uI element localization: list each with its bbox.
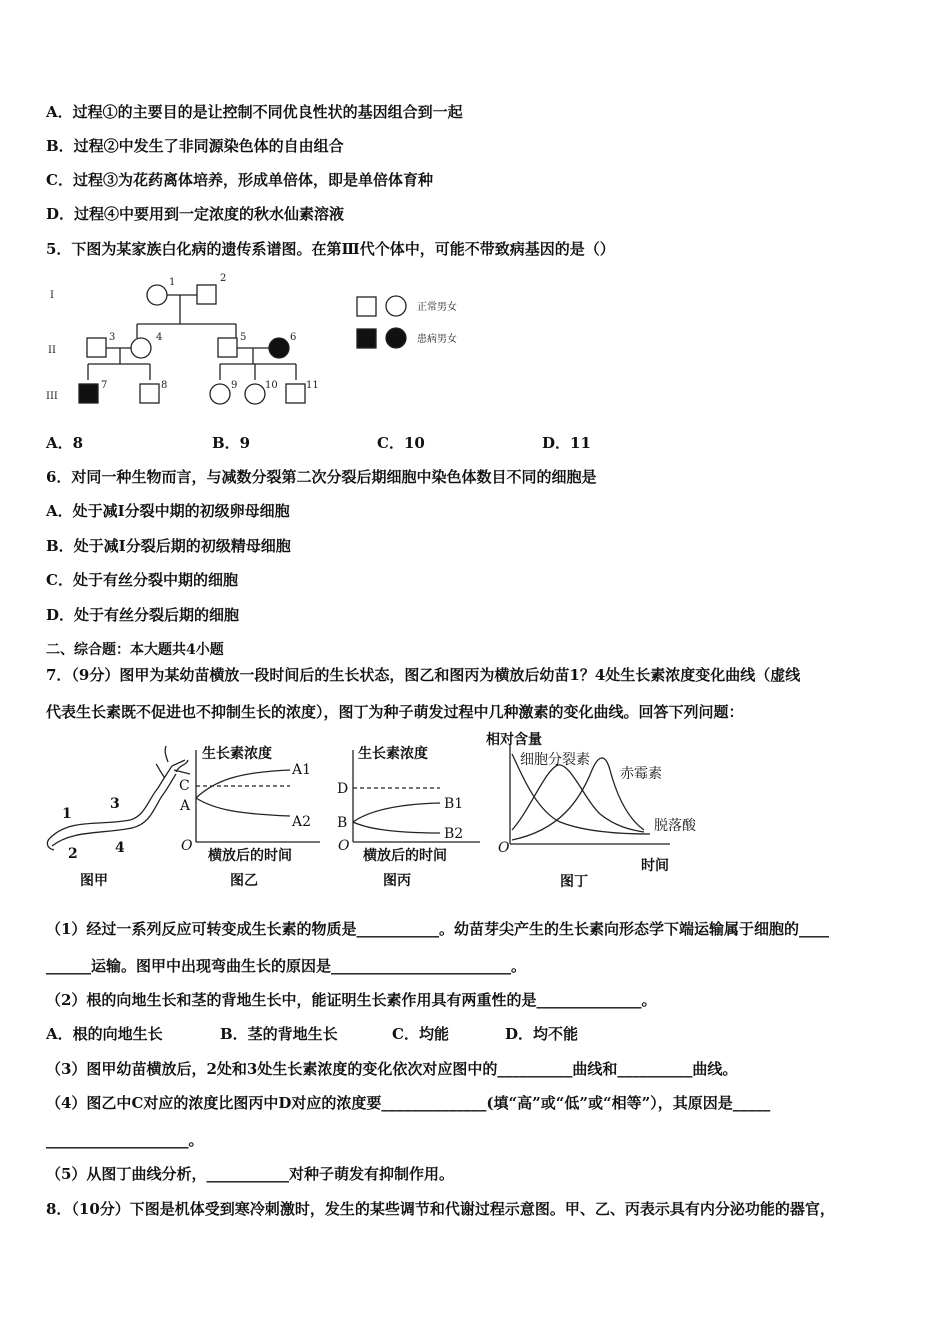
q7-part2: （2）根的向地生长和茎的背地生长中，能证明生长素作用具有两重性的是______________。 [46,991,657,1009]
bing-ylabel: 生长素浓度 [358,746,428,762]
svg-text:5: 5 [240,332,247,343]
svg-text:9: 9 [231,380,238,391]
q6-option-d: D．处于有丝分裂后期的细胞 [46,606,240,624]
yi-ylabel: 生长素浓度 [202,746,272,762]
q7-part2-option-d: D．均不能 [505,1025,579,1043]
q7-part4-line2: ___________________。 [46,1131,204,1149]
curve-a2 [196,798,290,816]
individual-11 [286,384,305,403]
jia-label-2: 2 [68,846,78,862]
legend-affected-label: 患病男女 [417,334,457,345]
legend-normal-label: 正常男女 [417,302,457,313]
yi-curve-a1-label: A1 [292,762,312,778]
q5-option-d: D．11 [542,434,591,452]
q4-option-b: B．过程②中发生了非同源染色体的自由组合 [46,137,344,155]
q7-part2-option-b: B．茎的背地生长 [220,1025,338,1043]
section-2-heading: 二、综合题：本大题共4小题 [46,642,224,658]
yi-mark-a: A [180,798,191,814]
ding-ylabel: 相对含量 [486,732,542,748]
q7-part5: （5）从图丁曲线分析，___________对种子萌发有抑制作用。 [46,1165,454,1183]
svg-text:11: 11 [306,380,319,391]
svg-text:8: 8 [161,380,168,391]
svg-text:4: 4 [156,332,163,343]
individual-3 [87,338,106,357]
svg-text:6: 6 [290,332,297,343]
q7-part1-line1: （1）经过一系列反应可转变成生长素的物质是___________。幼苗芽尖产生的生长素向形态学下端运输属于细胞的____ [46,920,829,938]
legend-normal-female [386,296,406,316]
legend-affected-female [386,328,406,348]
individual-8 [140,384,159,403]
bing-mark-d: D [337,781,349,797]
individual-10 [245,384,265,404]
q7-stem-line1: 7．（9分）图甲为某幼苗横放一段时间后的生长状态，图乙和图丙为横放后幼苗1？4处生长素浓度变化曲线（虚线 [46,666,801,684]
bing-caption: 图丙 [383,873,411,889]
curve-a1 [196,770,290,798]
q6-option-b: B．处于减Ⅰ分裂后期的初级精母细胞 [46,537,291,555]
generation-3-label: III [46,391,58,402]
q8-stem: 8．（10分）下图是机体受到寒冷刺激时，发生的某些调节和代谢过程示意图。甲、乙、丙表示具有内分泌功能的器官， [46,1200,835,1218]
q4-option-d: D．过程④中要用到一定浓度的秋水仙素溶液 [46,205,345,223]
jia-label-1: 1 [62,806,72,822]
q7-part2-option-c: C．均能 [392,1025,449,1043]
curve-b1 [353,803,440,822]
q7-part3: （3）图甲幼苗横放后，2处和3处生长素浓度的变化依次对应图中的__________曲线和__________曲线。 [46,1060,738,1078]
bing-xlabel: 横放后的时间 [363,848,447,864]
individual-9 [210,384,230,404]
ding-xlabel: 时间 [641,858,669,874]
generation-1-label: I [50,290,54,301]
q7-part4-line1: （4）图乙中C对应的浓度比图丙中D对应的浓度要______________(填“高”或“低”或“相等”），其原因是_____ [46,1094,771,1112]
q7-figures [40,730,730,895]
q5-option-b: B．9 [212,434,251,452]
curve-b2 [353,822,440,833]
individual-2 [197,285,216,304]
q5-stem: 5．下图为某家族白化病的遗传系谱图。在第Ⅲ代个体中，可能不带致病基因的是（） [46,240,615,258]
ding-series-gibberellin: 赤霉素 [620,766,662,782]
ding-caption: 图丁 [560,874,588,890]
individual-6 [269,338,289,358]
svg-text:2: 2 [220,273,227,284]
legend-normal-male [357,297,376,316]
svg-text:O: O [338,838,350,854]
q4-option-c: C．过程③为花药离体培养，形成单倍体，即是单倍体育种 [46,171,433,189]
q7-part1-line2: ______运输。图甲中出现弯曲生长的原因是________________________。 [46,957,527,975]
individual-1 [147,285,167,305]
legend-affected-male [357,329,376,348]
q6-option-a: A．处于减Ⅰ分裂中期的初级卵母细胞 [46,502,290,520]
jia-label-4: 4 [115,840,125,856]
individual-4 [131,338,151,358]
q5-option-a: A．8 [46,434,84,452]
ding-series-cytokinin: 细胞分裂素 [520,752,590,768]
q7-stem-line2: 代表生长素既不促进也不抑制生长的浓度），图丁为种子萌发过程中几种激素的变化曲线。回答下列问题： [46,703,744,721]
pedigree-chart [40,268,490,418]
bing-curve-b1-label: B1 [444,796,464,812]
ding-series-abscisic: 脱落酸 [654,818,696,834]
bing-mark-b: B [337,815,348,831]
svg-text:10: 10 [265,380,278,391]
q5-option-c: C．10 [377,434,425,452]
q4-option-a: A．过程①的主要目的是让控制不同优良性状的基因组合到一起 [46,103,463,121]
svg-text:7: 7 [101,380,108,391]
yi-curve-a2-label: A2 [292,814,312,830]
svg-text:O: O [498,840,510,856]
bing-curve-b2-label: B2 [444,826,464,842]
yi-caption: 图乙 [230,873,258,889]
q6-stem: 6．对同一种生物而言，与减数分裂第二次分裂后期细胞中染色体数目不同的细胞是 [46,468,597,486]
yi-xlabel: 横放后的时间 [208,848,292,864]
yi-mark-c: C [179,778,190,794]
jia-label-3: 3 [110,796,120,812]
generation-2-label: II [48,345,56,356]
svg-text:1: 1 [169,277,176,288]
q6-option-c: C．处于有丝分裂中期的细胞 [46,571,238,589]
svg-text:O: O [181,838,193,854]
individual-7 [79,384,98,403]
q7-part2-option-a: A．根的向地生长 [46,1025,163,1043]
jia-caption: 图甲 [80,873,108,889]
svg-text:3: 3 [109,332,116,343]
individual-5 [218,338,237,357]
